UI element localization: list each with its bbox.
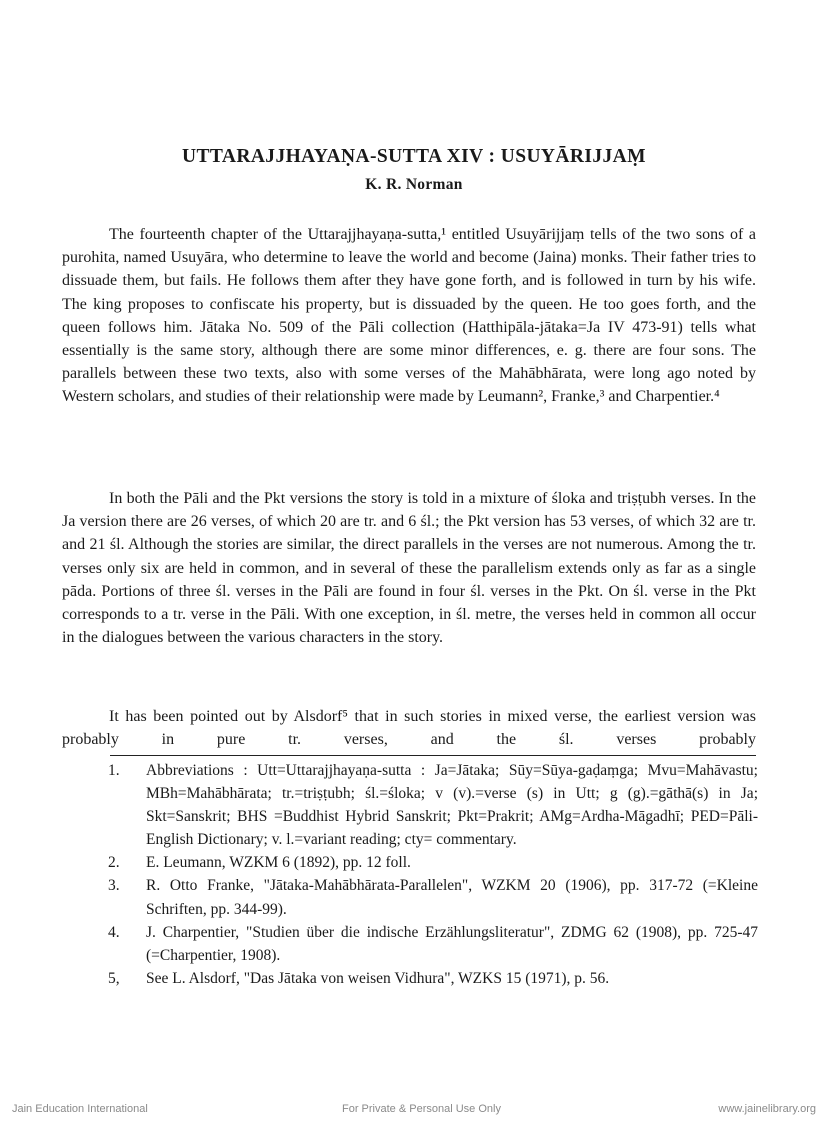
footer-left-text: Jain Education International bbox=[12, 1103, 148, 1115]
footer-right-link[interactable]: www.jainelibrary.org bbox=[718, 1103, 816, 1115]
footnote-number: 1. bbox=[108, 762, 120, 779]
footnote-text: Abbreviations : Utt=Uttarajjhayaṇa-sutta : Ja=Jātaka; Sūy=Sūya-gaḍaṃga; Mvu=Mahāvastu; MBh=Mahābhārata; tr.=triṣṭubh; śl.=śloka; v (v).=verse (s) in Utt; g (g).=gāthā(s) in Ja; Skt=Sanskrit; BHS =Buddhist Hybrid Sanskrit; Pkt=Prakrit; AMg=Ardha-Māgadhī; PED=Pāli-English Dictionary; v. l.=variant reading; cty= commentary. bbox=[146, 762, 758, 849]
footnote-text: J. Charpentier, "Studien über die indische Erzählungsliteratur", ZDMG 62 (1908), pp. 725-47 (=Charpentier, 1908). bbox=[146, 923, 758, 964]
paragraph-text: The fourteenth chapter of the Uttarajjhayaṇa-sutta,¹ entitled Usuyārijjaṃ tells of the two sons of a purohita, named Usuyāra, who determine to leave the world and become (Jaina) monks. Their father tries to dissuade them, but fails. He follows them after they have gone forth, and is followed in turn by his wife. The king proposes to confiscate his property, but is dissuaded by the queen. He too goes forth, and the queen follows him. Jātaka No. 509 of the Pāli collection (Hatthipāla-jātaka=Ja IV 473-91) tells what essentially is the same story, although there are some minor differences, e. g. there are four sons. The parallels between these two texts, also with some verses of the Mahābhārata, were long ago noted by Western scholars, and studies of their relationship were made by Leumann², Franke,³ and Charpentier.⁴ bbox=[62, 226, 756, 406]
footnote-number: 3. bbox=[108, 877, 120, 895]
footnote-number: 5, bbox=[108, 969, 120, 987]
article-author: K. R. Norman bbox=[365, 176, 463, 193]
footnote-text: R. Otto Franke, "Jātaka-Mahābhārata-Parallelen", WZKM 20 (1906), pp. 317-72 (=Kleine Schriften, pp. 344-99). bbox=[146, 877, 758, 918]
footnote-item bbox=[108, 851, 758, 874]
footer-center-text: For Private & Personal Use Only bbox=[342, 1103, 501, 1115]
body-paragraph-3 bbox=[62, 705, 756, 751]
footnote-text: See L. Alsdorf, "Das Jātaka von weisen Vidhura", WZKS 15 (1971), p. 56. bbox=[146, 969, 610, 987]
article-title: UTTARAJJHAYAṆA-SUTTA XIV : USUYĀRIJJAṂ bbox=[182, 146, 646, 167]
paragraph-text: In both the Pāli and the Pkt versions the story is told in a mixture of śloka and triṣṭubh verses. In the Ja version there are 26 verses, of which 20 are tr. and 6 śl.; the Pkt version has 53 verses, of which 32 are tr. and 21 śl. Although the stories are similar, the direct parallels in the verses are not numerous. Among the tr. verses only six are held in common, and in several of these the parallelism extends only as far as a single pāda. Portions of three śl. verses in the Pāli are found in four śl. verses in the Pkt. On śl. verse in the Pkt corresponds to a tr. verse in the Pāli. With one exception, in śl. metre, the verses held in common all occur in the dialogues between the various characters in the story. bbox=[62, 490, 756, 647]
body-paragraph-1 bbox=[62, 223, 756, 409]
footnote-number: 2. bbox=[108, 854, 120, 872]
footnotes bbox=[108, 759, 758, 990]
footnote-text: E. Leumann, WZKM 6 (1892), pp. 12 foll. bbox=[146, 854, 411, 872]
paragraph-text: It has been pointed out by Alsdorf⁵ that in such stories in mixed verse, the earliest version was probably in pure tr. verses, and the śl. verses probably bbox=[62, 708, 756, 749]
footnote-item bbox=[108, 759, 758, 851]
footnote-item bbox=[108, 874, 758, 920]
footnote-item bbox=[108, 967, 758, 990]
body-paragraph-2 bbox=[62, 487, 756, 649]
footnote-number: 4. bbox=[108, 923, 120, 941]
footnote-divider bbox=[110, 755, 756, 756]
footnote-item bbox=[108, 921, 758, 967]
